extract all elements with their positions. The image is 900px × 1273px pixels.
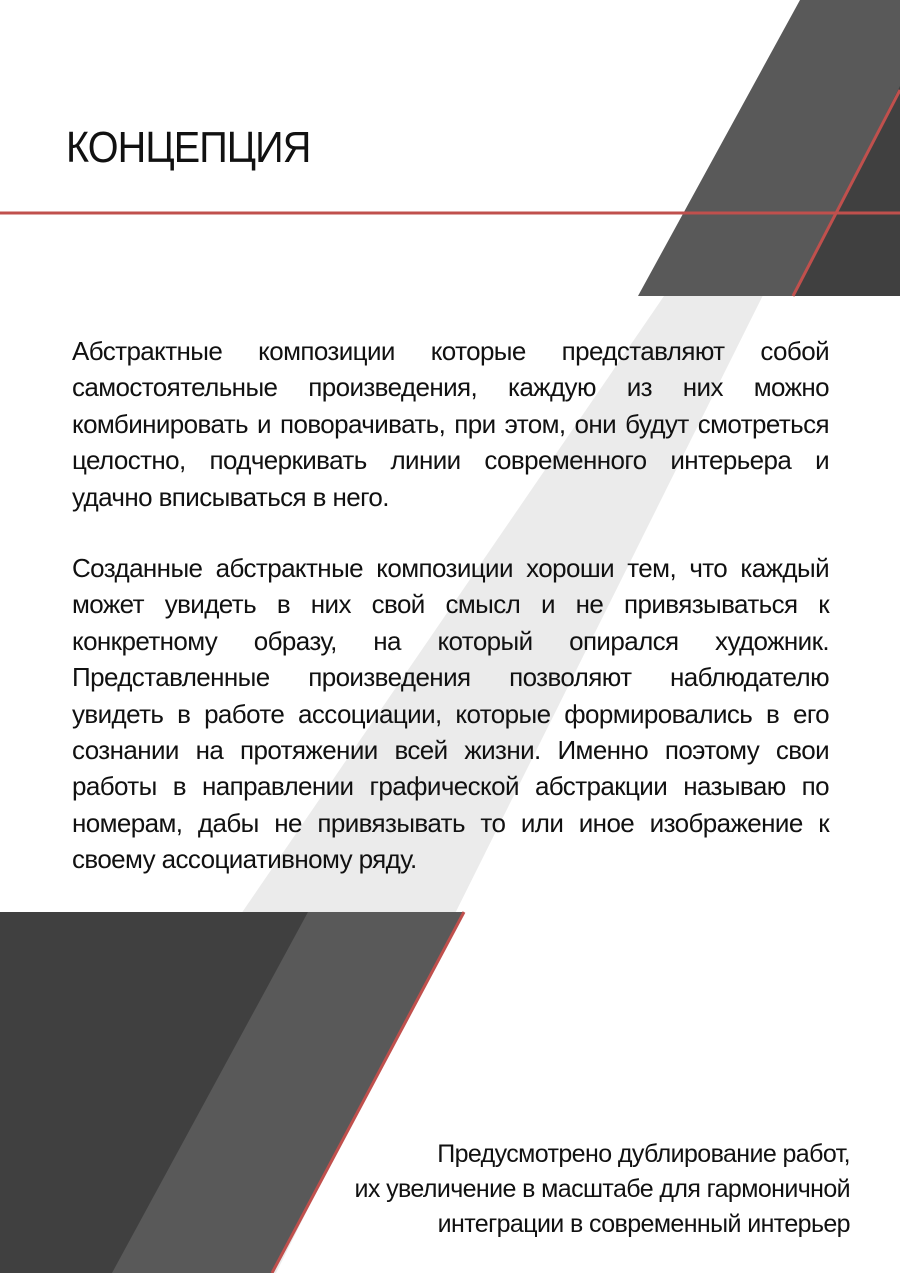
footnote-line-1: Предусмотрено дублирование работ, [437, 1140, 850, 1168]
footnote-line-3: интеграции в современный интерьер [437, 1210, 850, 1238]
page-title: КОНЦЕПЦИЯ [66, 123, 311, 172]
footnote [290, 1137, 850, 1242]
concept-paragraph-1: Абстрактные композиции которые представляют собой самостоятельные произведения, каждую из них можно комбинировать и поворачивать, при этом, они будут смотреться целостно, подчеркивать линии современного интерьера и удачно вписываться в него. [72, 336, 829, 512]
concept-paragraph-2: Созданные абстрактные композиции хороши тем, что каждый может увидеть в них свой смысл и не привязываться к конкретному образу, на который опирался художник. Представленные произведения позволяют наблюдателю увидеть в работе ассоциации, которые формировались в его сознании на протяжении всей жизни. Именно поэтому свои работы в направлении графической абстракции называю по номерам, дабы не привязывать то или иное изображение к своему ассоциативному ряду. [72, 553, 829, 875]
footnote-line-2: их увеличение в масштабе для гармоничной [354, 1175, 850, 1203]
